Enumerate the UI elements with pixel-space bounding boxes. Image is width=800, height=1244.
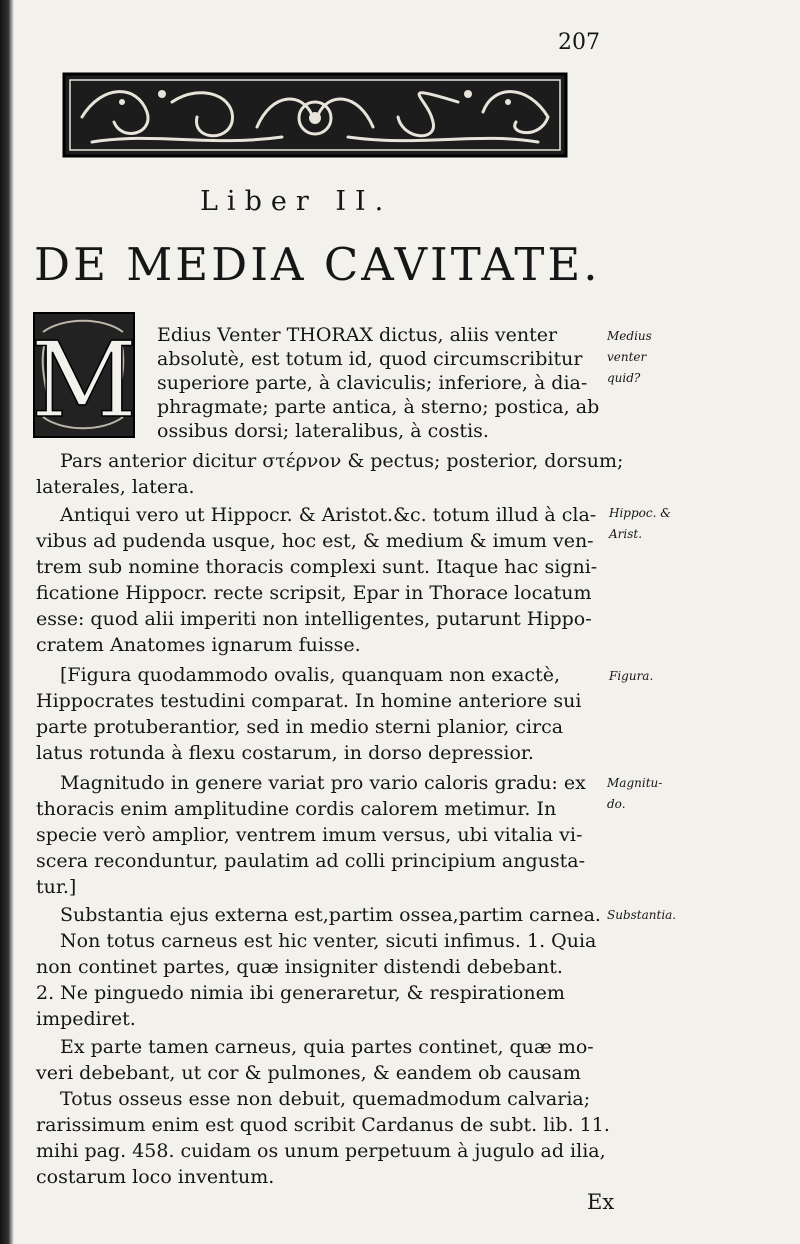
text-line: mihi pag. 458. cuidam os unum perpetuum à jugulo ad ilia, xyxy=(36,1140,606,1162)
text-line: costarum loco inventum. xyxy=(36,1166,275,1188)
chapter-title: DE MEDIA CAVITATE. xyxy=(34,238,601,291)
margin-note: Substantia. xyxy=(607,908,677,922)
text-line: parte protuberantior, sed in medio sterni planior, circa xyxy=(36,716,564,738)
margin-note: Arist. xyxy=(609,527,643,541)
decorated-initial xyxy=(33,312,135,438)
text-line: rarissimum enim est quod scribit Cardanus de subt. lib. 11. xyxy=(36,1114,610,1136)
text-line: Edius Venter THORAX dictus, aliis venter xyxy=(157,324,558,346)
text-line: ossibus dorsi; lateralibus, à costis. xyxy=(157,420,489,442)
drop-cap-letter: M xyxy=(33,319,135,438)
text-line: [Figura quodammodo ovalis, quanquam non exactè, xyxy=(60,664,560,686)
binding-gutter xyxy=(0,0,14,1244)
text-line: Substantia ejus externa est,partim ossea,partim carnea. xyxy=(60,904,601,926)
margin-note: Hippoc. & xyxy=(609,506,671,520)
text-line: scera reconduntur, paulatim ad colli principium angusta- xyxy=(36,850,585,872)
text-line: veri debebant, ut cor & pulmones, & eandem ob causam xyxy=(36,1062,581,1084)
text-line: cratem Anatomes ignarum fuisse. xyxy=(36,634,361,656)
margin-note: quid? xyxy=(607,371,641,385)
margin-note: Figura. xyxy=(609,669,654,683)
text-line: ficatione Hippocr. recte scripsit, Epar in Thorace locatum xyxy=(36,582,592,604)
margin-note: do. xyxy=(607,797,626,811)
text-line: Magnitudo in genere variat pro vario caloris gradu: ex xyxy=(60,772,586,794)
text-line: Non totus carneus est hic venter, sicuti infimus. 1. Quia xyxy=(60,930,597,952)
text-line: specie verò amplior, ventrem imum versus, ubi vitalia vi- xyxy=(36,824,583,846)
book-heading: Liber II. xyxy=(200,186,393,217)
text-line: phragmate; parte antica, à sterno; postica, ab xyxy=(157,396,600,418)
text-line: thoracis enim amplitudine cordis calorem metimur. In xyxy=(36,798,557,820)
text-line: laterales, latera. xyxy=(36,476,195,498)
text-line: Antiqui vero ut Hippocr. & Aristot.&c. totum illud à cla- xyxy=(60,504,597,526)
text-line: esse: quod alii imperiti non intelligentes, putarunt Hippo- xyxy=(36,608,592,630)
text-line: trem sub nomine thoracis complexi sunt. Itaque hac signi- xyxy=(36,556,598,578)
text-line: Ex parte tamen carneus, quia partes continet, quæ mo- xyxy=(60,1036,594,1058)
text-line: non continet partes, quæ insigniter distendi debebant. xyxy=(36,956,563,978)
text-line: Hippocrates testudini comparat. In homine anteriore sui xyxy=(36,690,582,712)
text-line: tur.] xyxy=(36,876,77,898)
text-line: latus rotunda à flexu costarum, in dorso depressior. xyxy=(36,742,534,764)
initial-ornament-icon xyxy=(33,312,135,438)
text-line: vibus ad pudenda usque, hoc est, & medium & imum ven- xyxy=(36,530,594,552)
text-line: superiore parte, à claviculis; inferiore, à dia- xyxy=(157,372,588,394)
catchword: Ex xyxy=(587,1190,615,1214)
margin-note: Magnitu- xyxy=(607,776,663,790)
text-line: Totus osseus esse non debuit, quemadmodum calvaria; xyxy=(60,1088,591,1110)
page-number: 207 xyxy=(558,30,600,55)
text-line: impediret. xyxy=(36,1008,136,1030)
ornamental-headpiece xyxy=(62,72,568,158)
margin-note: Medius xyxy=(607,329,652,343)
text-line: absolutè, est totum id, quod circumscribitur xyxy=(157,348,583,370)
text-line: 2. Ne pinguedo nimia ibi generaretur, & respirationem xyxy=(36,982,565,1004)
margin-note: venter xyxy=(607,350,647,364)
text-line: Pars anterior dicitur στέρνον & pectus; posterior, dorsum; xyxy=(60,450,624,472)
